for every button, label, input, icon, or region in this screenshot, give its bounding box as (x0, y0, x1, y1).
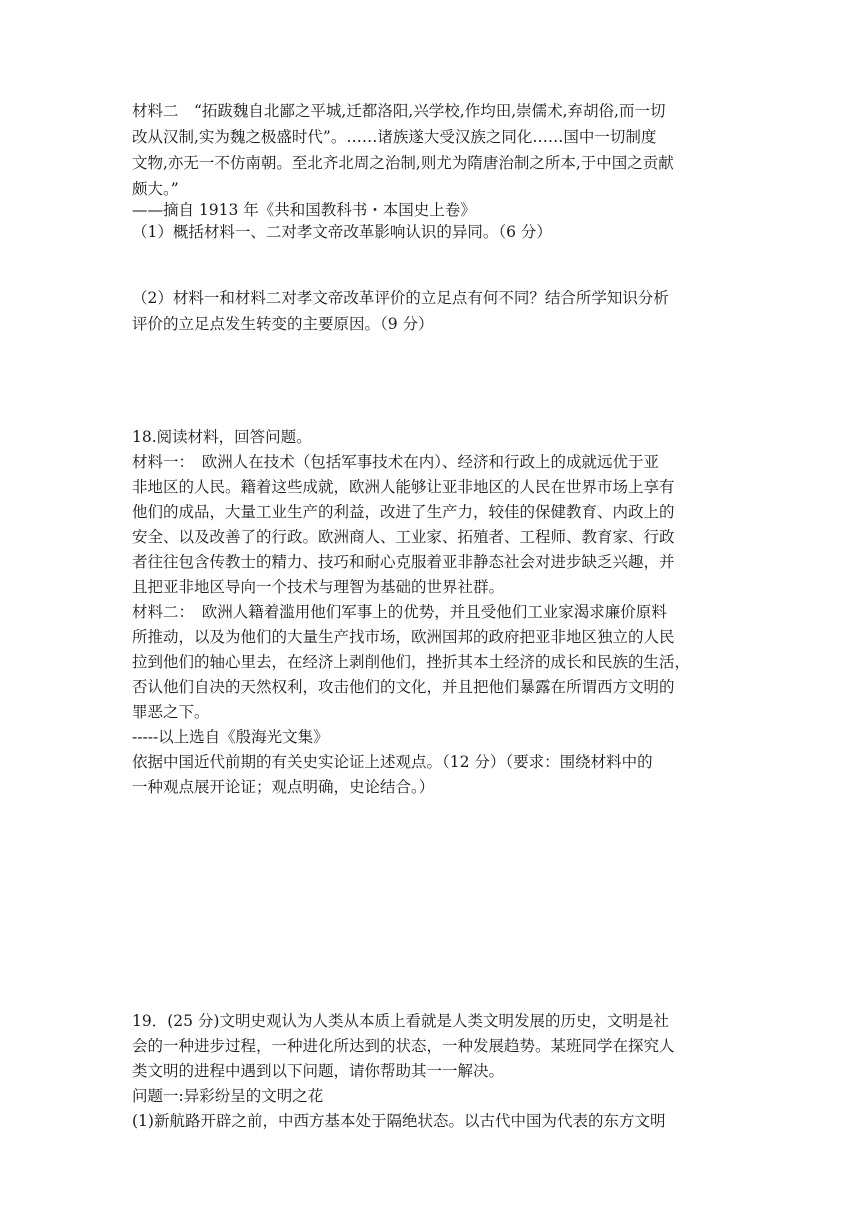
q18-source: -----以上选自《殷海光文集》 (132, 728, 329, 746)
q17-material2-line-3: 文物,亦无一不仿南朝。至北齐北周之治制,则尤为隋唐治制之所本,于中国之贡献 (132, 154, 674, 172)
q18-material1-line-6: 且把亚非地区导向一个技术与理智为基础的世界社群。 (132, 578, 505, 596)
q18-material2-line-3: 拉到他们的轴心里去，在经济上剥削他们，挫折其本土经济的成长和民族的生活， (132, 653, 691, 671)
q18-task-line-1: 依据中国近代前期的有关史实论证上述观点。（12 分）（要求：围绕材料中的 (132, 753, 653, 771)
q18-material1-line-3: 他们的成品，大量工业生产的利益，改进了生产力，较佳的保健教育、内政上的 (132, 503, 675, 521)
q17-question-2-line-2: 评价的立足点发生转变的主要原因。（9 分） (132, 315, 434, 333)
q17-material2-line-4: 颇大。” (132, 180, 179, 198)
q17-material2-line-2: 改从汉制,实为魏之极盛时代”。……诸族遂大受汉族之同化……国中一切制度 (132, 128, 657, 146)
q18-material2-line-4: 否认他们自决的天然权利，攻击他们的文化，并且把他们暴露在所谓西方文明的 (132, 678, 675, 696)
q18-material1-line-4: 安全、以及改善了的行政。欧洲商人、工业家、拓殖者、工程师、教育家、行政 (132, 528, 675, 546)
q19-item1-line-1: (1)新航路开辟之前，中西方基本处于隔绝状态。以古代中国为代表的东方文明 (132, 1112, 666, 1130)
q19-intro-line-3: 类文明的进程中遇到以下问题，请你帮助其一一解决。 (132, 1062, 505, 1080)
q18-material1-line-2: 非地区的人民。籍着这些成就，欧洲人能够让亚非地区的人民在世界市场上享有 (132, 478, 675, 496)
q19-intro-line-1: 19．(25 分)文明史观认为人类从本质上看就是人类文明发展的历史，文明是社 (132, 1012, 669, 1030)
q18-material1-line-1: 材料一： 欧洲人在技术（包括军事技术在内）、经济和行政上的成就远优于亚 (132, 453, 660, 471)
q18-heading: 18.阅读材料，回答问题。 (132, 428, 312, 446)
q19-intro-line-2: 会的一种进步过程，一种进化所达到的状态，一种发展趋势。某班同学在探究人 (132, 1037, 675, 1055)
q18-material2-line-1: 材料二： 欧洲人籍着滥用他们军事上的优势，并且受他们工业家渴求廉价原料 (132, 603, 667, 621)
q18-material2-line-5: 罪恶之下。 (132, 703, 210, 721)
q19-problem1-title: 问题一:异彩纷呈的文明之花 (132, 1087, 324, 1105)
q18-task-line-2: 一种观点展开论证；观点明确，史论结合。） (132, 778, 435, 796)
q17-source: ——摘自 1913 年《共和国教科书・本国史上卷》 (132, 201, 476, 219)
q18-material1-line-5: 者往往包含传教士的精力、技巧和耐心克服着亚非静态社会对进步缺乏兴趣，并 (132, 553, 675, 571)
q17-question-2-line-1: （2）材料一和材料二对孝文帝改革评价的立足点有何不同？结合所学知识分析 (132, 289, 669, 307)
q18-material2-line-2: 所推动，以及为他们的大量生产找市场，欧洲国邦的政府把亚非地区独立的人民 (132, 628, 675, 646)
q17-material2-line-1: 材料二 “拓跋魏自北鄙之平城,迁都洛阳,兴学校,作均田,崇儒术,弃胡俗,而一切 (132, 102, 666, 120)
q17-question-1: （1）概括材料一、二对孝文帝改革影响认识的异同。（6 分） (132, 223, 552, 241)
